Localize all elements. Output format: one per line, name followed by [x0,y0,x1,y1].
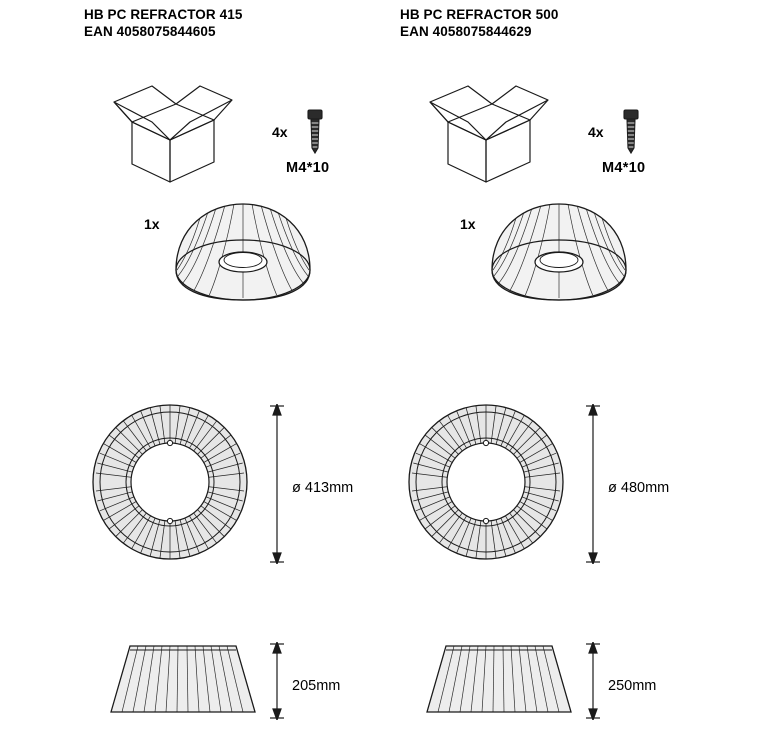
reflector-side-view-icon [108,640,258,720]
product-ean: EAN 4058075844605 [84,24,216,39]
product-name: HB PC REFRACTOR 500 [400,7,559,22]
diameter-dimension-arrow [270,404,284,564]
reflector-side-view-icon [424,640,574,720]
product-name: HB PC REFRACTOR 415 [84,7,243,22]
side-view-row [80,630,410,740]
reflector-3d-icon [484,198,634,314]
height-dimension-arrow [270,642,284,720]
open-carton-icon [418,78,558,188]
reflector-row [80,198,410,328]
screw-icon [621,108,641,156]
screw-group [588,100,708,180]
reflector-top-view-icon [406,402,566,562]
screw-quantity: 4x [588,124,604,140]
diameter-dimension-arrow [586,404,600,564]
screw-icon [305,108,325,156]
reflector-3d-icon [168,198,318,314]
screw-group [272,100,392,180]
height-dimension-arrow [586,642,600,720]
screw-type-label: M4*10 [602,160,646,176]
open-carton-icon [102,78,242,188]
product-column-500 [396,0,726,756]
product-title-block [400,6,558,40]
packaging-row [396,78,726,193]
side-view-row [396,630,726,740]
packaging-row [80,78,410,193]
product-ean: EAN 4058075844629 [400,24,532,39]
diameter-label: ø 413mm [292,480,354,496]
top-view-row [396,402,726,577]
product-title-block [84,6,242,40]
height-label: 205mm [292,678,341,694]
product-column-415 [80,0,410,756]
reflector-top-view-icon [90,402,250,562]
reflector-quantity: 1x [144,216,160,232]
screw-type-label: M4*10 [286,160,330,176]
top-view-row [80,402,410,577]
reflector-row [396,198,726,328]
reflector-quantity: 1x [460,216,476,232]
screw-quantity: 4x [272,124,288,140]
height-label: 250mm [608,678,657,694]
diameter-label: ø 480mm [608,480,670,496]
